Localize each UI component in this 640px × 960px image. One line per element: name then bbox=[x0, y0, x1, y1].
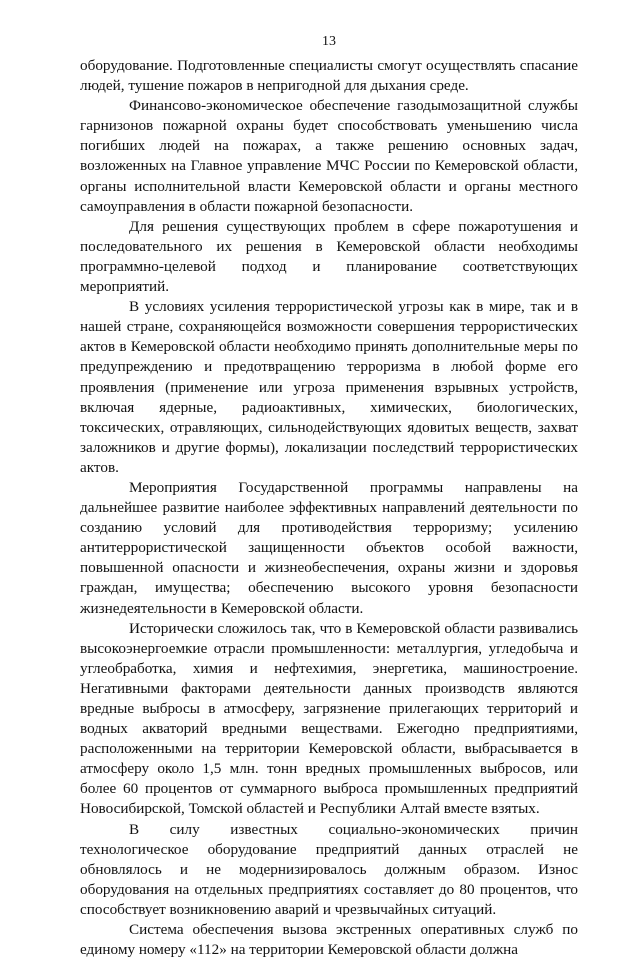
paragraph-gas-smoke-service-funding: Финансово-экономическое обеспечение газодымозащитной службы гарнизонов пожарной охраны будет способствовать уменьшению числа погибших людей на пожарах, а также решению основных задач, возложенных на Главное управление МЧС России по Кемеровской области, органы исполнительной власти Кемеровской области и органы местного самоуправления в области пожарной безопасности. bbox=[80, 97, 578, 215]
paragraph-equipment-wear: В силу известных социально-экономических причин технологическое оборудование предприятий данных отраслей не обновлялось и не модернизировалось должным образом. Износ оборудования на отдельных предприятиях составляет до 80 процентов, что способствует возникновению аварий и чрезвычайных ситуаций. bbox=[80, 820, 578, 918]
paragraph-terrorism-threat: В условиях усиления террористической угрозы как в мире, так и в нашей стране, сохраняющейся возможности совершения террористических актов в Кемеровской области необходимо принять дополнительные меры по предупреждению и предотвращению терроризма в любой форме его проявления (применение или угроза применения взрывных устройств, включая ядерные, радиоактивных, химических, биологических, токсических, отравляющих, сильнодействующих ядовитых веществ, захват заложников и другие формы), локализации последствий террористических актов. bbox=[80, 298, 578, 476]
page-number: 13 bbox=[322, 34, 336, 49]
paragraph-emergency-112: Система обеспечения вызова экстренных оперативных служб по единому номеру «112» на территории Кемеровской области должна bbox=[80, 921, 578, 959]
paragraph-continuation: оборудование. Подготовленные специалисты смогут осуществлять спасание людей, тушение пожаров в непригодной для дыхания среде. bbox=[80, 57, 578, 95]
paragraph-program-measures: Мероприятия Государственной программы направлены на дальнейшее развитие наиболее эффективных направлений деятельности по созданию условий для противодействия терроризму; усилению антитеррористической защищенности объектов особой важности, повышенной опасности и жизнеобеспечения, охраны жизни и здоровья граждан, имущества; обеспечению высокого уровня безопасности жизнедеятельности в Кемеровской области. bbox=[80, 478, 578, 617]
paragraph-firefighting-problems: Для решения существующих проблем в сфере пожаротушения и последовательного их решения в Кемеровской области необходимы программно-целевой подход и планирование соответствующих мероприятий. bbox=[80, 217, 578, 296]
paragraph-industrial-emissions: Исторически сложилось так, что в Кемеровской области развивались высокоэнергоемкие отрасли промышленности: металлургия, угледобыча и углеобработка, химия и нефтехимия, энергетика, машиностроение. Негативными факторами деятельности данных производств являются вредные выбросы в атмосферу, загрязнение прилегающих территорий и водных акваторий вредными веществами. Ежегодно предприятиями, расположенными на территории Кемеровской области, выбрасывается в атмосферу около 1,5 млн. тонн вредных промышленных выбросов, или более 60 процентов от суммарного выброса промышленных предприятий Новосибирской, Томской областей и Республики Алтай вместе взятых. bbox=[80, 619, 578, 818]
document-page bbox=[80, 34, 578, 960]
